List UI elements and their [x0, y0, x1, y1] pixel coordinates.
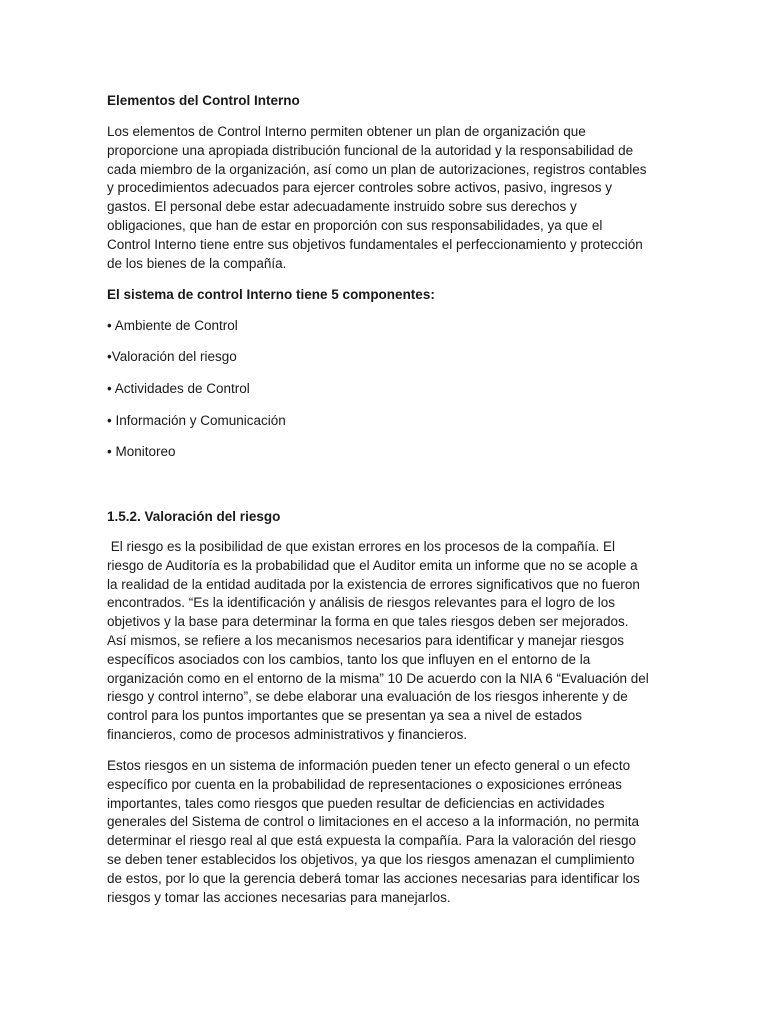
text-line: cada miembro de la organización, así como un plan de autorizaciones, registros contables: [107, 161, 647, 177]
list-item-valoracion: •Valoración del riesgo: [107, 349, 237, 364]
paragraph-riesgo-2: [107, 757, 663, 907]
components-heading: El sistema de control Interno tiene 5 componentes:: [107, 287, 435, 302]
list-item-monitoreo: • Monitoreo: [107, 444, 176, 459]
text-line: de los bienes de la compañía.: [107, 255, 287, 271]
text-line: obligaciones, que han de estar en proporción con sus responsabilidades, ya que el: [107, 217, 603, 233]
paragraph-elementos: [107, 123, 663, 273]
text-line: riesgo de Auditoría es la probabilidad que el Auditor emita un informe que no se acople a: [107, 557, 638, 573]
list-item-actividades: • Actividades de Control: [107, 381, 250, 396]
text-line: gastos. El personal debe estar adecuadamente instruido sobre sus derechos y: [107, 199, 577, 215]
list-item-ambiente: • Ambiente de Control: [107, 318, 238, 333]
section-title-elementos: Elementos del Control Interno: [107, 93, 300, 108]
text-line: Estos riesgos en un sistema de información pueden tener un efecto general o un efecto: [107, 758, 631, 773]
text-line: se deben tener establecidos los objetivos, ya que los riesgos amenazan el cumplimiento: [107, 851, 635, 867]
list-item-informacion: • Información y Comunicación: [107, 413, 286, 428]
text-line: específicos asociados con los cambios, tanto los que influyen en el entorno de la: [107, 651, 591, 667]
text-line: Control Interno tiene entre sus objetivos fundamentales el perfeccionamiento y protección: [107, 236, 643, 252]
text-line: proporcione una apropiada distribución funcional de la autoridad y la responsabilidad de: [107, 142, 634, 158]
text-line: riesgo y control interno”, se debe elaborar una evaluación de los riesgos inherente y de: [107, 689, 628, 705]
paragraph-riesgo-1: [107, 538, 663, 745]
text-line: y procedimientos adecuados para ejercer controles sobre activos, pasivo, ingresos y: [107, 180, 613, 196]
section-title-valoracion: 1.5.2. Valoración del riesgo: [107, 509, 281, 524]
text-line: financieros, como de procesos administrativos y financieros.: [107, 726, 468, 742]
text-line: encontrados. “Es la identificación y análisis de riesgos relevantes para el logro de los: [107, 595, 616, 611]
text-line: riesgos y tomar las acciones necesarias para manejarlos.: [107, 889, 451, 905]
text-line: la realidad de la entidad auditada por la existencia de errores significativos que no fueron: [107, 576, 640, 592]
text-line: Los elementos de Control Interno permiten obtener un plan de organización que: [107, 124, 586, 139]
text-line: Así mismos, se refiere a los mecanismos necesarios para identificar y manejar riesgos: [107, 632, 624, 648]
text-line: determinar el riesgo real al que está expuesta la compañía. Para la valoración del riesgo: [107, 833, 637, 849]
text-line: control para los puntos importantes que se presentan ya sea a nivel de estados: [107, 708, 583, 724]
text-line: específico por cuenta en la probabilidad de representaciones o exposiciones erróneas: [107, 776, 622, 792]
text-line: importantes, tales como riesgos que pueden resultar de deficiencias en actividades: [107, 795, 605, 811]
text-line: El riesgo es la posibilidad de que existan errores en los procesos de la compañía. El: [107, 539, 616, 554]
text-line: organización como en el entorno de la misma” 10 De acuerdo con la NIA 6 “Evaluación del: [107, 670, 649, 686]
text-line: objetivos y la base para determinar la forma en que tales riesgos deben ser mejorados.: [107, 614, 629, 630]
text-line: de estos, por lo que la gerencia deberá tomar las acciones necesarias para identificar los: [107, 870, 640, 886]
text-line: generales del Sistema de control o limitaciones en el acceso a la información, no permita: [107, 814, 640, 830]
